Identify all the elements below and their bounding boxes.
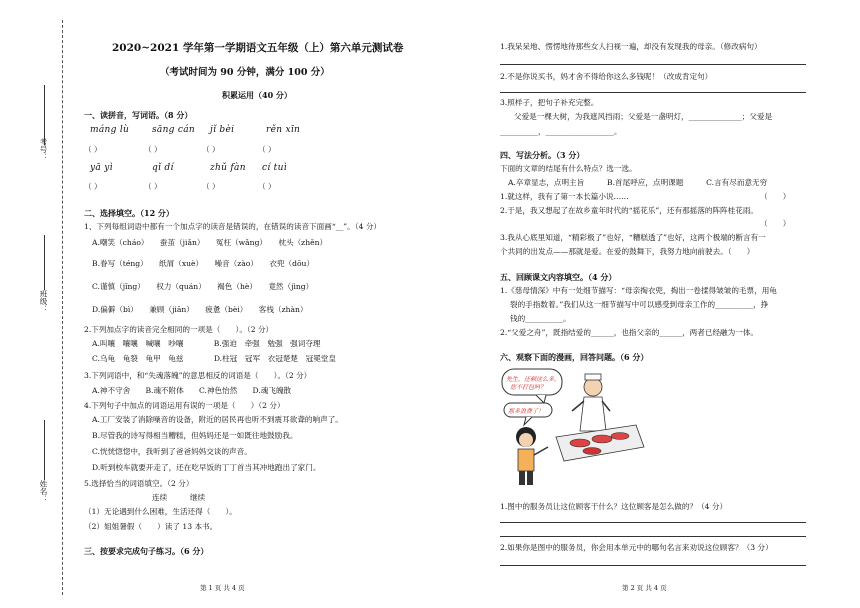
q2-5-words: 连续 继续 (152, 493, 206, 502)
name-label: 姓名： (39, 480, 48, 503)
section-heading: 积累运用（40 分） (222, 90, 292, 100)
q4-title: 四、写法分析。（3 分） (500, 150, 585, 160)
q5-item2: 2.“父爱之舟”，既指结爱的______，也指父亲的______，两者已经融为一体。 (500, 328, 759, 337)
q2-2-cd: C.乌龟 龟裂 龟甲 龟兹 D.柱冠 冠军 衣冠楚楚 冠冕堂皇 (92, 354, 336, 363)
q4-item3: 3.我从心底里知道，“精彩极了”也好，“糟糕透了”也好，这两个极端的断言有一 (500, 233, 766, 242)
answer-blank[interactable]: （ ） (202, 182, 220, 191)
q2-5-1: （1）无论遇到什么困难，生活还得（ ）。 (84, 507, 237, 516)
q2-4-b: B.尽管我的诗写得相当糟糕，但妈妈还是一如既往地鼓励我。 (92, 431, 298, 440)
answer-blank[interactable]: （ ） (258, 182, 276, 191)
q2-3-stem: 3.下列词语中，和“失魂落魄”的意思相反的词语是（ ）。（2 分） (84, 371, 312, 380)
pinyin-3: jǐ bèi (210, 125, 235, 135)
exam-no-line (44, 85, 45, 145)
q2-1-a: A.嘲笑（cháo） 蚕茧（jiǎn） 冤枉（wǎng） 枕头（zhěn） (92, 238, 328, 247)
answer-blank[interactable]: （ ） (84, 182, 102, 191)
q5-item1-cont2: 钱的__________。 (510, 314, 571, 323)
exam-title: 2020~2021 学年第一学期语文五年级（上）第六单元测试卷 (112, 42, 404, 54)
answer-blank[interactable]: （ ） (144, 145, 162, 154)
q3-title: 三、按要求完成句子练习。（6 分） (84, 546, 209, 556)
q2-1-c: C.谨慎（jǐng） 权力（quán） 褐色（hè） 竟然（jìng） (92, 282, 314, 291)
class-line (44, 235, 45, 290)
r-q3: 3.照样子，把句子补充完整。 (500, 98, 599, 107)
answer-blank[interactable]: （ ） (258, 145, 276, 154)
pinyin-5: yā yì (90, 163, 113, 173)
q6-item2: 2.如果你是图中的服务员，你会用本单元中的哪句名言来劝说这位顾客？（3 分） (500, 543, 773, 552)
class-label: 班级： (39, 290, 48, 313)
answer-line[interactable] (500, 92, 806, 93)
pinyin-2: sāng cán (152, 125, 196, 135)
q4-item1-answer[interactable]: （ ） (760, 192, 791, 201)
q5-item1-cont: 裂的手指数着。”我们从这一细节描写中可以感受到母亲工作的__________，挣 (510, 300, 769, 309)
exam-no-label: 考号： (39, 138, 48, 161)
pinyin-8: cí tuì (262, 163, 287, 173)
q2-4-a: A.工厂安装了消除噪音的设备，附近的居民再也听不到震耳欲聋的响声了。 (92, 415, 343, 424)
q2-4-d: D.听到校车就要开走了，还在吃早饭的丁丁首当其冲地跑出了家门。 (92, 463, 321, 472)
answer-line[interactable] (500, 536, 806, 537)
r-q3-line2: __________，__________________。 (500, 127, 622, 136)
answer-line[interactable] (500, 565, 806, 566)
answer-line[interactable] (500, 64, 806, 65)
q2-2-ab: A.叫嚷 嚷嚷 喊嚷 吵嚷 B.强迫 牵强 勉强 强词夺理 (92, 339, 321, 348)
exam-subtitle: （考试时间为 90 分钟，满分 100 分） (160, 67, 330, 78)
q2-3-options: A.神不守舍 B.魂不附体 C.神色怡然 D.魂飞魄散 (92, 386, 292, 395)
r-q2: 2.不是你说买书，妈才舍不得给你这么多钱呢！（改成肯定句） (500, 72, 713, 81)
footer-right: 第 2 页 共 4 页 (622, 584, 667, 592)
pinyin-7: zhǔ fàn (210, 163, 246, 173)
q2-1-d: D.偏僻（bì） 兼顾（jiān） 疲惫（bèi） 客栈（zhàn） (92, 305, 308, 314)
binding-line (62, 20, 63, 595)
answer-blank[interactable]: （ ） (84, 145, 102, 154)
r-q1: 1.我呆呆地、愣愣地待那些女人扫视一遍，却没有发现我的母亲。（修改病句） (500, 42, 762, 51)
answer-line[interactable] (500, 522, 806, 523)
speech-bubble-customer: 那多浪费了！ (508, 408, 545, 415)
q2-2-stem: 2.下列加点字的读音完全相同的一项是（ ）。（2 分） (84, 325, 274, 334)
q2-4-stem: 4.下列句子中加点的词语运用有误的一项是（ ）（2 分） (84, 401, 285, 410)
q4-item3-cont: 个共同的出发点——那就是爱。在爱的鼓舞下，我努力地向前驶去。（ ） (500, 247, 755, 256)
q4-item1: 1.就这样，我有了第一本长篇小说…… (500, 192, 629, 201)
q5-item1: 1.《慈母情深》中有一处细节描写：“母亲掏衣兜，掏出一卷揉得皱皱的毛票，用龟 (500, 286, 777, 295)
q4-item2: 2.于是，我又想起了在故乡童年时代的“摇花乐”，还有那摇落的阵阵桂花雨。 (500, 206, 759, 215)
speech-bubble-waitress-2: 您不打包吗？ (510, 384, 547, 391)
q4-intro: 下面的文章的结尾有什么特点？选一选。 (500, 164, 637, 173)
q2-1-stem: 1、下列每组词语中都有一个加点字的读音是错误的，在错误的读音下面画“__”。（4 分） (84, 222, 382, 231)
pinyin-6: qǐ dí (152, 163, 174, 173)
q4-options: A.卒章显志，点明主旨 B.首尾呼应，点明课题 C.言有尽而意无穷 (508, 178, 768, 187)
answer-blank[interactable]: （ ） (144, 182, 162, 191)
q2-5-2: （2）姐姐暑假（ ）读了 13 本书。 (84, 522, 218, 531)
footer-left: 第 1 页 共 4 页 (200, 584, 245, 592)
q2-4-c: C.恍恍惚惚中，我听到了爸爸妈妈交谈的声音。 (92, 447, 252, 456)
r-q3-line1: 父爱是一棵大树，为我遮风挡雨；父爱是一盏明灯，______________；父爱是 (514, 112, 773, 121)
speech-bubble-waitress: 先生，还剩这么多， (506, 376, 561, 383)
q6-title: 六、观察下面的漫画，回答问题。（6 分） (500, 352, 649, 362)
answer-blank[interactable]: （ ） (202, 145, 220, 154)
q2-title: 二、选择填空。（12 分） (84, 208, 174, 218)
q1-title: 一、读拼音，写词语。（8 分） (84, 110, 193, 120)
q5-title: 五、回顾课文内容填空。（4 分） (500, 272, 617, 282)
q2-1-b: B.眷写（téng） 纸屑（xuè） 噪音（zào） 衣兜（dōu） (92, 259, 315, 268)
pinyin-4: rěn xīn (266, 125, 301, 135)
name-line (44, 420, 45, 480)
q4-item2-answer[interactable]: （ ） (760, 219, 791, 228)
q2-5-stem: 5.选择恰当的词语填空。（2 分） (84, 479, 194, 488)
pinyin-1: máng lù (90, 125, 130, 135)
q6-item1: 1.图中的服务员让这位顾客干什么？这位顾客是怎么做的？（4 分） (500, 502, 728, 511)
